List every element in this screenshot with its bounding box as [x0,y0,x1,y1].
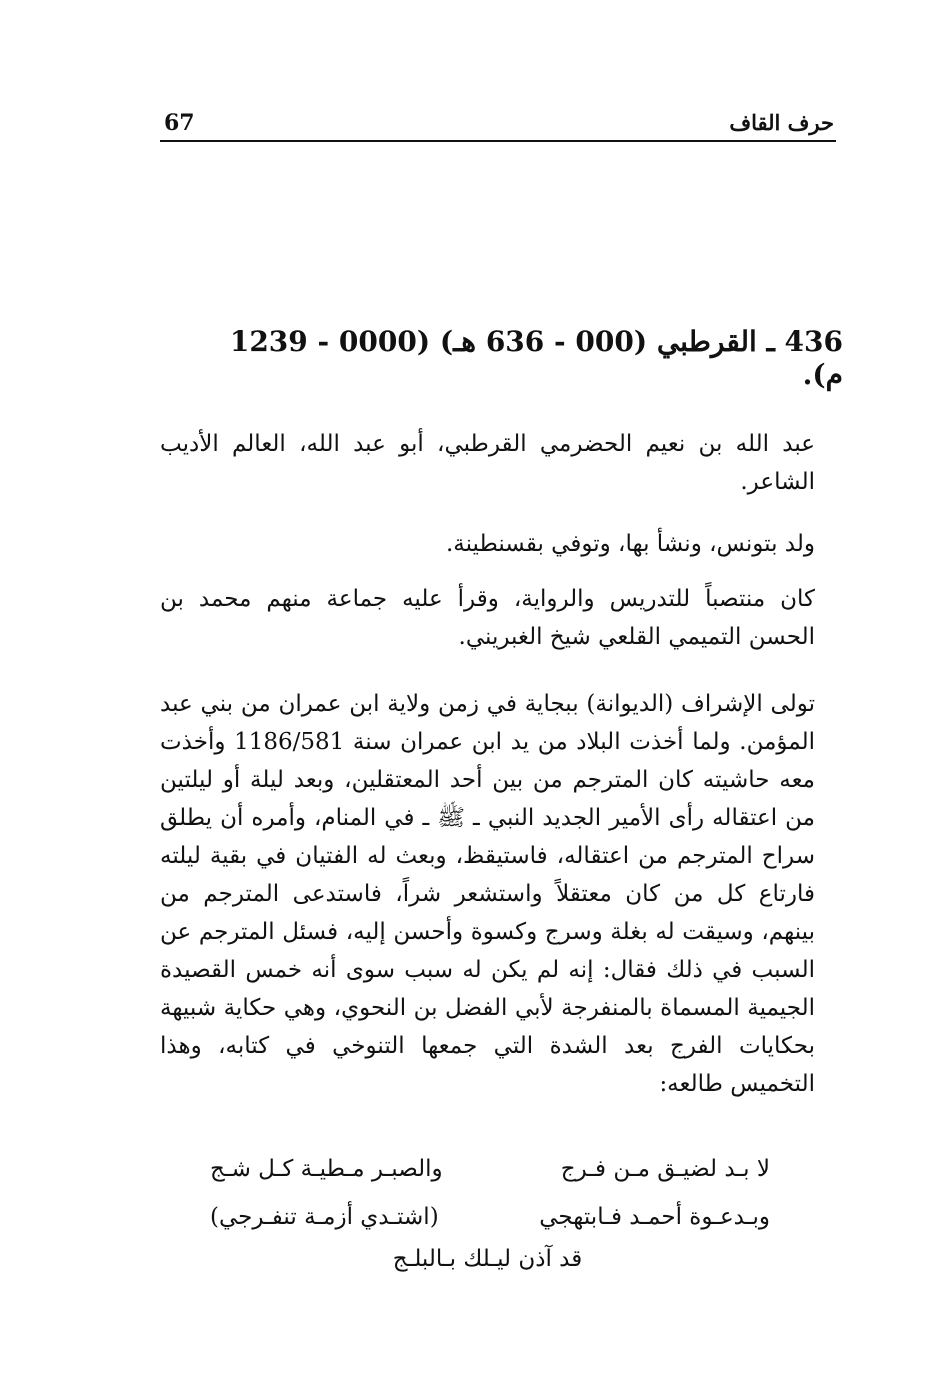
entry-heading: 436 ـ القرطبي (000 - 636 هـ) (0000 - 1239 م). [229,325,843,391]
page-number: 67 [164,110,195,136]
paragraph-biography: تولى الإشراف (الديوانة) ببجاية في زمن ولاية ابن عمران من بني عبد المؤمن. ولما أخذت البلاد من يد ابن عمران سنة 1186/581 وأخذت معه حاشيته كان المترجم من بين أحد المعتقلين، وبعد ليلة أو ليلتين من اعتقاله رأى الأمير الجديد النبي ـ ﷺ ـ في المنام، وأمره أن يطلق سراح المترجم من اعتقاله، فاستيقظ، وبعث له الفتيان في بقية ليلته فارتاع كل من كان معتقلاً واستشعر شراً، فاستدعى المترجم من بينهم، وسيقت له بغلة وسرج وكسوة وأحسن إليه، فسئل المترجم عن السبب في ذلك فقال: إنه لم يكن له سبب سوى أنه خمس القصيدة الجيمية المسماة بالمنفرجة لأبي الفضل بن النحوي، وهي حكاية شبيهة بحكايات الفرج بعد الشدة التي جمعها التنوخي في كتابه، وهذا التخميس طالعه: [160,691,815,1097]
section-title: حرف القاف [729,110,834,135]
verse-line-2 [210,1198,770,1236]
verse-hemistich: والصبـر مـطيـة كـل شـج [210,1156,443,1182]
verse-line-3: قد آذن ليـلك بـالبلـج [392,1246,583,1272]
verse-hemistich: وبـدعـوة أحمـد فـابتهجي [539,1204,770,1230]
paragraph-intro: عبد الله بن نعيم الحضرمي القرطبي، أبو عبد الله، العالم الأديب الشاعر. [160,431,815,495]
running-header [160,100,836,142]
paragraph-birth: ولد بتونس، ونشأ بها، وتوفي بقسنطينة. [445,531,815,557]
paragraph-teaching: كان منتصباً للتدريس والرواية، وقرأ عليه جماعة منهم محمد بن الحسن التميمي القلعي شيخ الغبريني. [160,586,815,650]
verse-hemistich: (اشتـدي أزمـة تنفـرجي) [210,1204,439,1230]
verse-line-1 [210,1150,770,1188]
verse-hemistich: لا بـد لضيـق مـن فـرج [560,1156,770,1182]
